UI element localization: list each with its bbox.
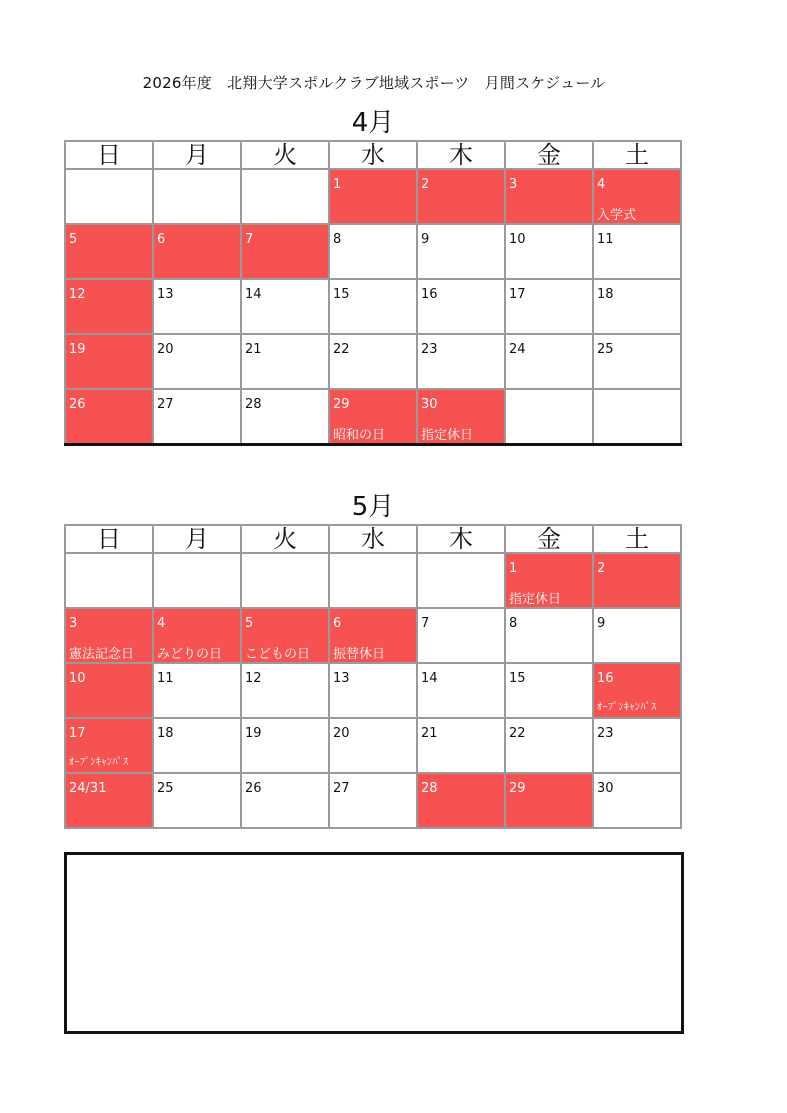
day-event: 指定休日 [421, 428, 474, 443]
day-cell [329, 334, 417, 389]
day-number: 29 [333, 397, 350, 412]
day-number: 1 [333, 177, 342, 192]
day-number: 21 [245, 342, 262, 357]
day-cell [329, 389, 417, 445]
day-cell [153, 663, 241, 718]
day-cell [241, 773, 329, 828]
day-cell [505, 553, 593, 608]
calendar-april [64, 140, 682, 446]
day-cell [593, 389, 681, 445]
day-number: 25 [597, 342, 614, 357]
day-cell [153, 169, 241, 224]
day-number: 12 [245, 671, 262, 686]
day-number: 27 [157, 397, 174, 412]
day-cell [241, 608, 329, 663]
day-cell [65, 279, 153, 334]
day-event: ｵｰﾌﾟﾝｷｬﾝﾊﾟｽ [597, 702, 657, 713]
day-number: 5 [245, 616, 254, 631]
day-cell [65, 718, 153, 773]
weekday-header: 土 [593, 525, 681, 553]
day-cell [505, 279, 593, 334]
day-cell [65, 334, 153, 389]
day-event: 憲法記念日 [69, 647, 135, 662]
day-number: 27 [333, 781, 350, 796]
day-number: 5 [69, 232, 78, 247]
day-number: 9 [421, 232, 430, 247]
weekday-header-row [65, 525, 681, 553]
day-event: 昭和の日 [333, 428, 386, 443]
day-cell [153, 773, 241, 828]
day-number: 10 [509, 232, 526, 247]
weekday-header: 日 [65, 141, 153, 169]
week-row [65, 773, 681, 828]
day-number: 28 [245, 397, 262, 412]
day-number: 24/31 [69, 781, 107, 796]
day-cell [241, 663, 329, 718]
day-number: 4 [157, 616, 166, 631]
day-cell [153, 608, 241, 663]
week-row [65, 169, 681, 224]
week-row [65, 718, 681, 773]
day-cell [593, 773, 681, 828]
weekday-header: 火 [241, 525, 329, 553]
weekday-header: 日 [65, 525, 153, 553]
day-cell [417, 224, 505, 279]
day-number: 24 [509, 342, 526, 357]
day-cell [153, 553, 241, 608]
day-number: 11 [157, 671, 174, 686]
day-number: 13 [157, 287, 174, 302]
day-number: 18 [597, 287, 614, 302]
weekday-header: 木 [417, 525, 505, 553]
day-number: 29 [509, 781, 526, 796]
day-number: 20 [333, 726, 350, 741]
day-cell [505, 389, 593, 445]
day-cell [329, 224, 417, 279]
day-cell [505, 169, 593, 224]
day-cell [241, 224, 329, 279]
day-number: 6 [333, 616, 342, 631]
day-cell [417, 334, 505, 389]
day-cell [417, 663, 505, 718]
day-event: ｵｰﾌﾟﾝｷｬﾝﾊﾟｽ [69, 757, 129, 768]
document-title: 2026年度 北翔大学スポルクラブ地域スポーツ 月間スケジュール [142, 74, 606, 92]
day-cell [65, 224, 153, 279]
week-row [65, 334, 681, 389]
day-cell [329, 553, 417, 608]
day-number: 23 [421, 342, 438, 357]
day-cell [241, 718, 329, 773]
day-number: 7 [245, 232, 254, 247]
day-number: 19 [69, 342, 86, 357]
day-number: 21 [421, 726, 438, 741]
day-cell [153, 279, 241, 334]
day-cell [329, 718, 417, 773]
day-number: 17 [69, 726, 86, 741]
day-number: 30 [421, 397, 438, 412]
day-number: 22 [509, 726, 526, 741]
day-cell [593, 553, 681, 608]
day-number: 10 [69, 671, 86, 686]
day-cell [593, 608, 681, 663]
day-number: 12 [69, 287, 86, 302]
day-cell [505, 718, 593, 773]
day-number: 26 [69, 397, 86, 412]
day-number: 25 [157, 781, 174, 796]
day-cell [329, 279, 417, 334]
day-number: 23 [597, 726, 614, 741]
day-number: 14 [245, 287, 262, 302]
day-cell [593, 334, 681, 389]
day-cell [65, 663, 153, 718]
day-cell [417, 279, 505, 334]
weekday-header: 金 [505, 141, 593, 169]
weekday-header-row [65, 141, 681, 169]
day-number: 6 [157, 232, 166, 247]
day-number: 11 [597, 232, 614, 247]
day-number: 3 [509, 177, 518, 192]
day-cell [65, 608, 153, 663]
day-cell [593, 224, 681, 279]
day-cell [417, 169, 505, 224]
day-number: 19 [245, 726, 262, 741]
day-cell [593, 663, 681, 718]
day-event: 入学式 [597, 208, 637, 223]
notes-box[interactable] [64, 852, 684, 1034]
day-cell [417, 718, 505, 773]
day-cell [241, 279, 329, 334]
calendar-may [64, 524, 682, 829]
day-cell [329, 608, 417, 663]
day-cell [241, 169, 329, 224]
day-cell [505, 224, 593, 279]
week-row [65, 608, 681, 663]
week-row [65, 279, 681, 334]
weekday-header: 土 [593, 141, 681, 169]
day-cell [417, 773, 505, 828]
day-cell [153, 224, 241, 279]
day-number: 18 [157, 726, 174, 741]
day-cell [593, 169, 681, 224]
day-cell [593, 718, 681, 773]
week-row [65, 389, 681, 445]
weekday-header: 木 [417, 141, 505, 169]
day-cell [241, 389, 329, 445]
day-event: こどもの日 [245, 647, 311, 662]
day-number: 3 [69, 616, 78, 631]
weekday-header: 水 [329, 141, 417, 169]
day-number: 2 [597, 561, 606, 576]
week-row [65, 553, 681, 608]
day-number: 15 [509, 671, 526, 686]
day-cell [417, 389, 505, 445]
weekday-header: 月 [153, 525, 241, 553]
day-number: 15 [333, 287, 350, 302]
day-cell [505, 608, 593, 663]
day-event: みどりの日 [157, 647, 223, 662]
day-cell [329, 169, 417, 224]
day-number: 8 [333, 232, 342, 247]
day-number: 26 [245, 781, 262, 796]
month-title-april: 4月 [351, 108, 395, 138]
day-cell [65, 773, 153, 828]
day-number: 4 [597, 177, 606, 192]
day-cell [329, 663, 417, 718]
weekday-header: 火 [241, 141, 329, 169]
day-event: 指定休日 [509, 592, 562, 607]
week-row [65, 663, 681, 718]
day-number: 28 [421, 781, 438, 796]
day-cell [153, 389, 241, 445]
day-number: 16 [597, 671, 614, 686]
day-number: 20 [157, 342, 174, 357]
day-number: 8 [509, 616, 518, 631]
weekday-header: 月 [153, 141, 241, 169]
day-number: 7 [421, 616, 430, 631]
day-number: 30 [597, 781, 614, 796]
day-cell [153, 334, 241, 389]
day-number: 22 [333, 342, 350, 357]
day-number: 2 [421, 177, 430, 192]
day-cell [241, 334, 329, 389]
day-number: 14 [421, 671, 438, 686]
day-cell [417, 553, 505, 608]
day-number: 1 [509, 561, 518, 576]
week-row [65, 224, 681, 279]
weekday-header: 水 [329, 525, 417, 553]
day-cell [65, 389, 153, 445]
day-number: 9 [597, 616, 606, 631]
month-title-may: 5月 [351, 492, 395, 522]
day-cell [505, 334, 593, 389]
day-number: 13 [333, 671, 350, 686]
day-cell [65, 553, 153, 608]
day-cell [505, 663, 593, 718]
day-event: 振替休日 [333, 647, 386, 662]
day-number: 16 [421, 287, 438, 302]
day-cell [417, 608, 505, 663]
day-cell [153, 718, 241, 773]
day-number: 17 [509, 287, 526, 302]
day-cell [241, 553, 329, 608]
weekday-header: 金 [505, 525, 593, 553]
day-cell [593, 279, 681, 334]
day-cell [65, 169, 153, 224]
day-cell [329, 773, 417, 828]
day-cell [505, 773, 593, 828]
